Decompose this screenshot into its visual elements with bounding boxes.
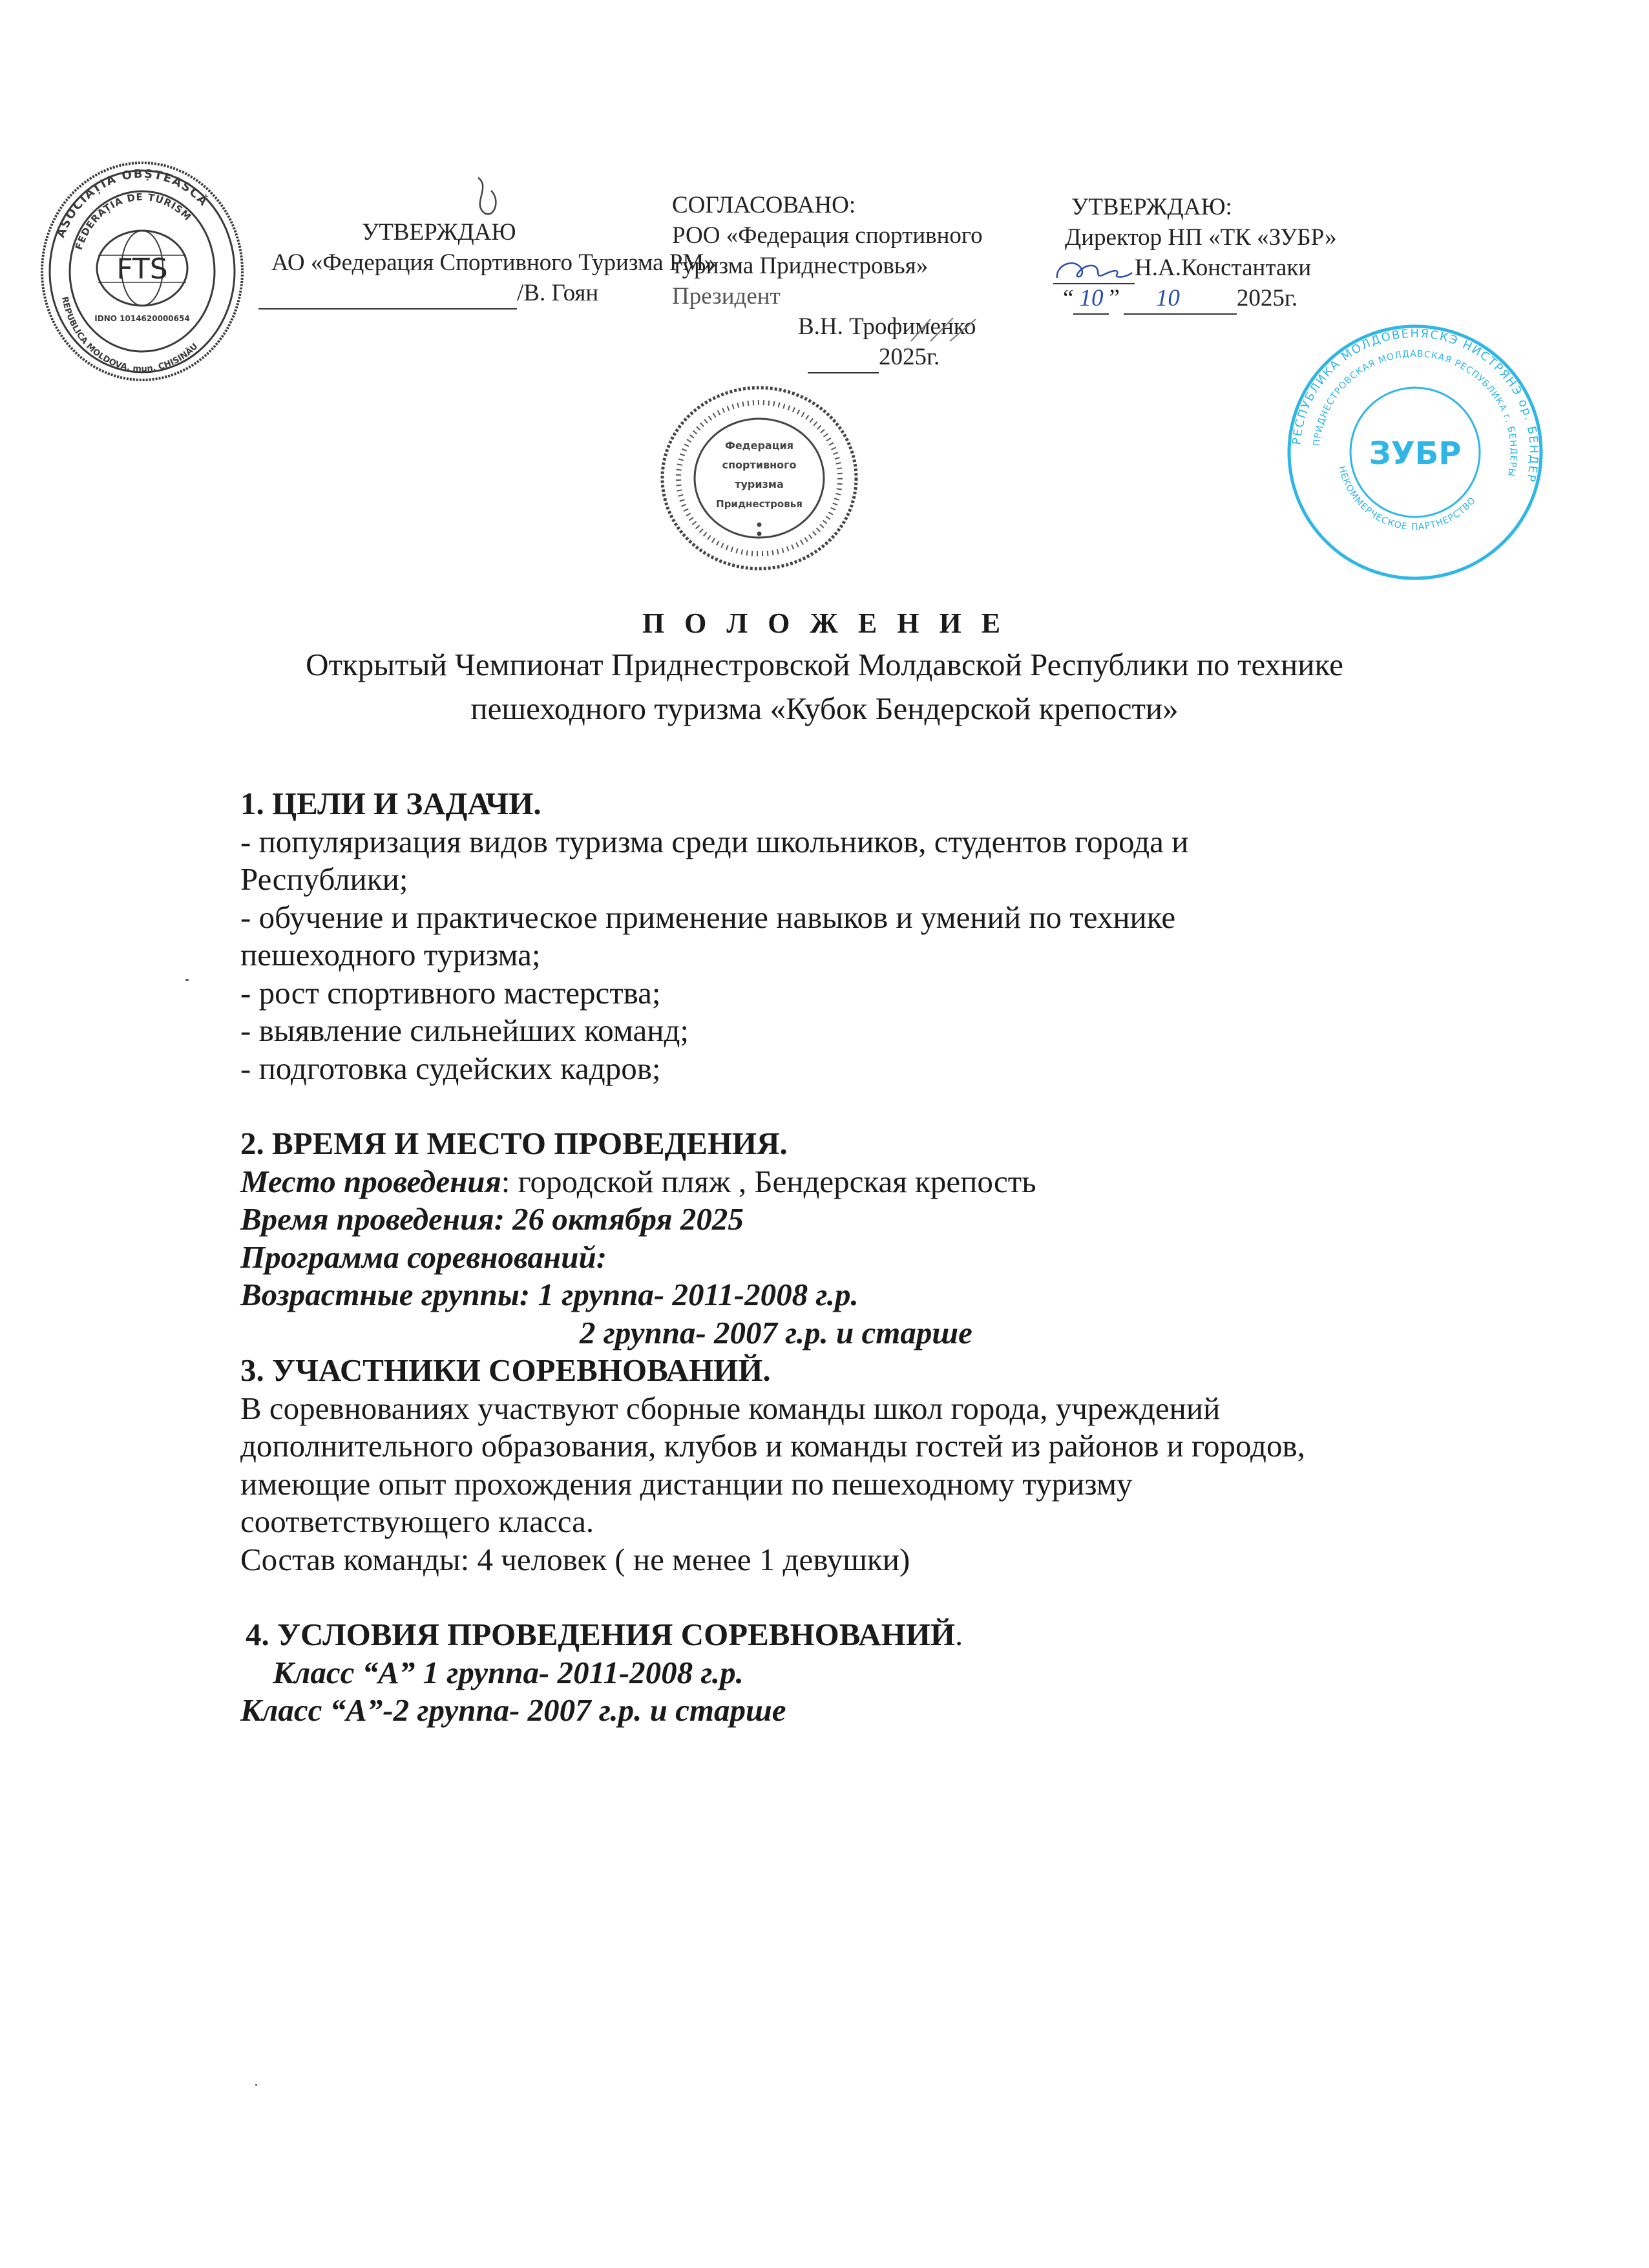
middle-approval-year: 2025г. bbox=[879, 344, 940, 370]
left-approval-block bbox=[258, 217, 716, 308]
middle-approval-heading: СОГЛАСОВАНО: bbox=[672, 192, 856, 218]
section-1-line: пешеходного туризма; bbox=[240, 937, 541, 972]
middle-seal-line-3: туризма bbox=[735, 478, 784, 490]
place-value: : городской пляж , Бендерская крепость bbox=[501, 1163, 1036, 1199]
age-group-1: Возрастные группы: 1 группа- 2011-2008 г.р. bbox=[240, 1277, 859, 1312]
middle-seal-line-4: Приднестровья bbox=[716, 498, 803, 510]
section-1-line: - выявление сильнейших команд; bbox=[240, 1013, 689, 1048]
right-date-day: 10 bbox=[1073, 283, 1109, 315]
section-1-heading: 1. ЦЕЛИ И ЗАДАЧИ. bbox=[240, 786, 541, 821]
scan-speck bbox=[255, 2084, 257, 2086]
svg-text:НЕКОММЕРЧЕСКОЕ ПАРТНЕРСТВО bbox=[1336, 465, 1478, 532]
place-label: Место проведения bbox=[240, 1163, 501, 1199]
section-1-line: - подготовка судейских кадров; bbox=[240, 1050, 661, 1086]
left-seal-code: IDNO 1014620000654 bbox=[94, 314, 190, 323]
age-group-2: 2 группа- 2007 г.р. и старше bbox=[580, 1314, 972, 1350]
right-approval-signer: Н.А.Константаки bbox=[1135, 255, 1312, 281]
middle-approval-org-line2: туризма Приднестровья» bbox=[672, 253, 929, 279]
right-seal-outer-text: РЕСПУБЛИКА МОЛДОВЕНЯСКЭ НИСТРЯНЭ ор. БЕНДЕР bbox=[1290, 326, 1541, 485]
right-approval-heading: УТВЕРЖДАЮ: bbox=[1071, 194, 1232, 220]
right-seal bbox=[1286, 323, 1544, 582]
right-approval-position: Директор НП «ТК «ЗУБР» bbox=[1065, 224, 1337, 251]
section-1-line: - популяризация видов туризма среди школьников, студентов города и bbox=[240, 823, 1189, 859]
left-approval-heading: УТВЕРЖДАЮ bbox=[362, 219, 516, 246]
section-1-line: - обучение и практическое применение навыков и умений по технике bbox=[240, 899, 1176, 935]
team-composition: Состав команды: 4 человек ( не менее 1 девушки) bbox=[240, 1541, 910, 1577]
left-seal-inner-text: FEDERAȚIA DE TURISM bbox=[72, 191, 194, 251]
section-3-line: имеющие опыт прохождения дистанции по пешеходному туризму bbox=[240, 1465, 1133, 1502]
section-4-heading: 4. УСЛОВИЯ ПРОВЕДЕНИЯ СОРЕВНОВАНИЙ bbox=[246, 1617, 956, 1652]
middle-seal bbox=[653, 381, 866, 575]
middle-date-line bbox=[808, 342, 879, 373]
left-seal-logo: FTS bbox=[116, 253, 168, 286]
class-a-group-2: Класс “А”-2 группа- 2007 г.р. и старше bbox=[240, 1692, 786, 1728]
right-approval-year: 2025г. bbox=[1236, 285, 1298, 311]
middle-seal-line-1: Федерация bbox=[724, 439, 794, 452]
middle-approval-signer: В.Н. Трофименко bbox=[798, 313, 976, 340]
class-a-group-1: Класс “А” 1 группа- 2011-2008 г.р. bbox=[273, 1654, 744, 1690]
section-1-line: - рост спортивного мастерства; bbox=[240, 974, 661, 1011]
section-3-heading: 3. УЧАСТНИКИ СОРЕВНОВАНИЙ. bbox=[240, 1352, 771, 1388]
left-signature-line bbox=[258, 278, 517, 310]
right-seal-center: ЗУБР bbox=[1369, 436, 1462, 472]
left-approval-signer: /В. Гоян bbox=[517, 280, 599, 306]
right-seal-bottom-text: НЕКОММЕРЧЕСКОЕ ПАРТНЕРСТВО bbox=[1336, 465, 1478, 533]
document-type: П О Л О Ж Е Н И Е bbox=[642, 607, 1007, 639]
left-signature bbox=[388, 174, 556, 220]
middle-seal-line-2: спортивного bbox=[722, 459, 797, 471]
middle-approval-block bbox=[672, 190, 983, 372]
event-time: Время проведения: 26 октября 2025 bbox=[240, 1201, 744, 1237]
left-seal-bottom-text: REPUBLICA MOLDOVA, mun. CHIȘINĂU bbox=[59, 295, 200, 375]
title-line-1: Открытый Чемпионат Приднестровской Молдавской Республики по технике bbox=[306, 647, 1343, 682]
right-signature-line bbox=[1053, 253, 1135, 284]
middle-approval-org-line1: РОО «Федерация спортивного bbox=[672, 222, 983, 249]
left-seal bbox=[39, 158, 246, 384]
middle-approval-role: Президент bbox=[672, 283, 781, 310]
open-quote: “ bbox=[1063, 285, 1074, 311]
left-approval-org: АО «Федерация Спортивного Туризма РМ» bbox=[271, 249, 716, 276]
document-title-block bbox=[0, 604, 1649, 731]
section-1-line: Республики; bbox=[240, 861, 408, 897]
svg-text:FEDERAȚIA DE TURISM bbox=[73, 191, 194, 251]
svg-text:REPUBLICA MOLDOVA, mun. CHIȘIN bbox=[59, 296, 200, 374]
program-label: Программа соревнований: bbox=[240, 1239, 607, 1275]
document-body bbox=[240, 785, 1455, 1730]
svg-text:ПРИДНЕСТРОВСКАЯ МОЛДАВСКАЯ РЕС bbox=[1312, 349, 1518, 478]
section-2-heading: 2. ВРЕМЯ И МЕСТО ПРОВЕДЕНИЯ. bbox=[240, 1126, 788, 1161]
section-4-heading-dot: . bbox=[955, 1617, 963, 1652]
title-line-2: пешеходного туризма «Кубок Бендерской крепости» bbox=[470, 691, 1179, 726]
left-seal-outer-text: ASOCIAȚIA OBȘTEASCĂ bbox=[54, 167, 211, 240]
svg-text:РЕСПУБЛИКА МОЛДОВЕНЯСКЭ НИСТРЯ bbox=[1290, 327, 1540, 484]
section-3-line: соответствующего класса. bbox=[240, 1504, 594, 1539]
svg-text:ASOCIAȚIA OBȘTEASCĂ bbox=[54, 167, 211, 240]
section-3-line: дополнительного образования, клубов и команды гостей из районов и городов, bbox=[240, 1428, 1305, 1464]
right-approval-block bbox=[1053, 192, 1337, 313]
close-quote: ” bbox=[1109, 285, 1120, 311]
section-3-line: В соревнованиях участвуют сборные команды школ города, учреждений bbox=[240, 1390, 1221, 1426]
right-date-month: 10 bbox=[1124, 283, 1237, 315]
scan-speck bbox=[185, 979, 189, 981]
right-seal-inner-text: ПРИДНЕСТРОВСКАЯ МОЛДАВСКАЯ РЕСПУБЛИКА г. БЕНДЕРЫ bbox=[1312, 348, 1519, 478]
